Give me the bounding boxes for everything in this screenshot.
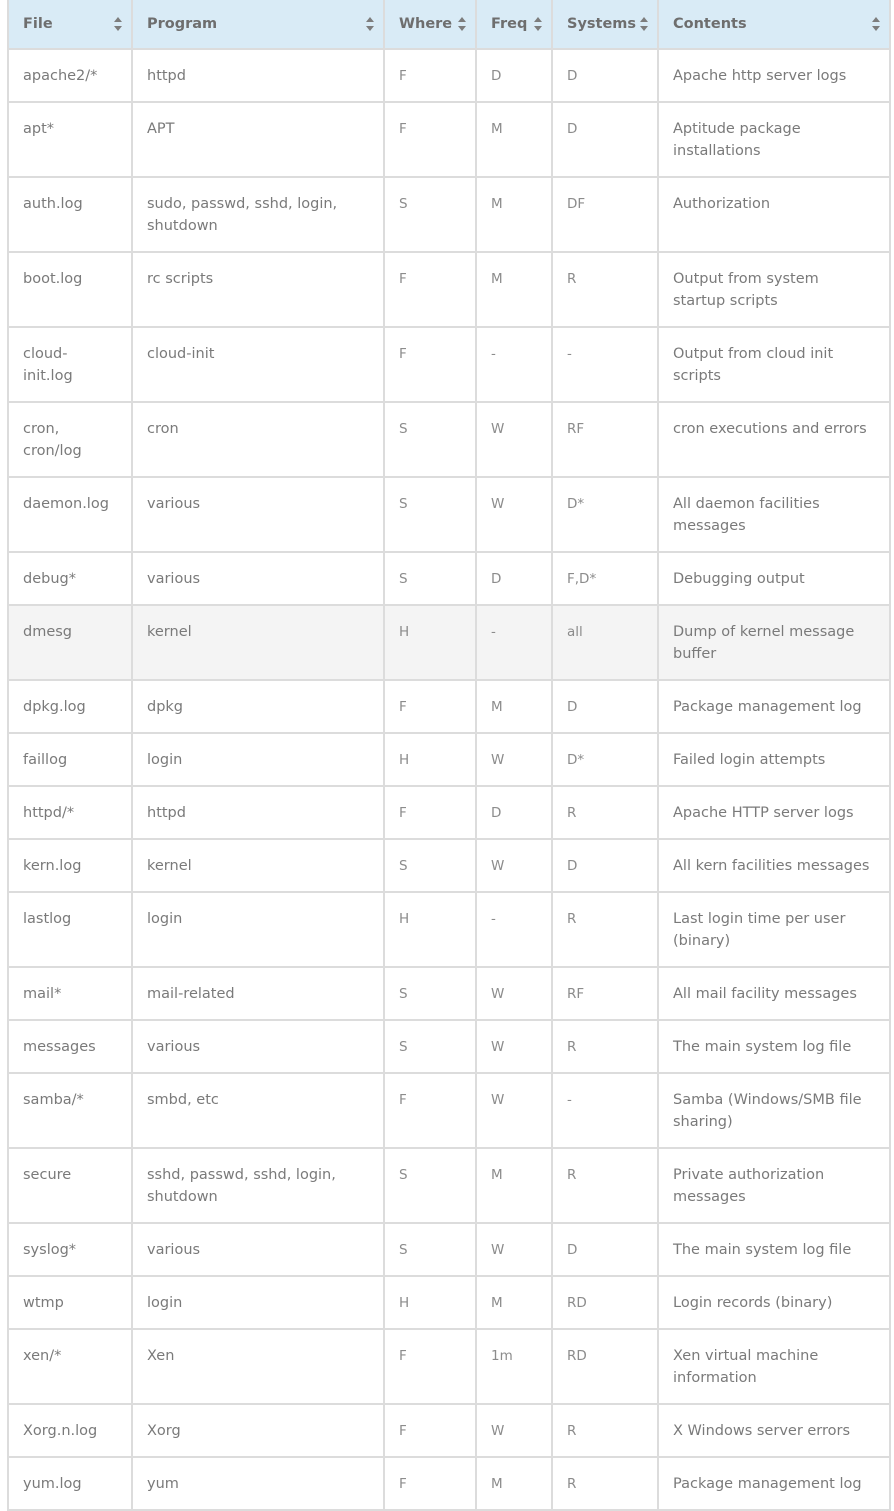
cell-systems: D* bbox=[552, 477, 658, 552]
cell-contents: Aptitude package installations bbox=[658, 102, 890, 177]
cell-where: F bbox=[384, 1457, 476, 1510]
table-row bbox=[8, 1276, 890, 1329]
cell-program: login bbox=[132, 1276, 384, 1329]
column-header-label: Freq bbox=[491, 16, 528, 32]
cell-program: dpkg bbox=[132, 680, 384, 733]
cell-systems: R bbox=[552, 1457, 658, 1510]
cell-contents: Apache http server logs bbox=[658, 49, 890, 102]
cell-program: various bbox=[132, 552, 384, 605]
cell-systems: D* bbox=[552, 733, 658, 786]
sort-icon[interactable] bbox=[872, 17, 881, 31]
cell-contents: The main system log file bbox=[658, 1223, 890, 1276]
cell-contents: Output from system startup scripts bbox=[658, 252, 890, 327]
cell-file: dpkg.log bbox=[8, 680, 132, 733]
cell-freq: - bbox=[476, 892, 552, 967]
cell-program: sshd, passwd, sshd, login, shutdown bbox=[132, 1148, 384, 1223]
cell-program: cron bbox=[132, 402, 384, 477]
cell-file: yum.log bbox=[8, 1457, 132, 1510]
cell-systems: D bbox=[552, 49, 658, 102]
sort-icon[interactable] bbox=[366, 17, 375, 31]
cell-contents: All mail facility messages bbox=[658, 967, 890, 1020]
cell-program: kernel bbox=[132, 605, 384, 680]
cell-freq: W bbox=[476, 1020, 552, 1073]
table-row bbox=[8, 327, 890, 402]
cell-contents: Authorization bbox=[658, 177, 890, 252]
cell-freq: W bbox=[476, 1073, 552, 1148]
cell-freq: M bbox=[476, 252, 552, 327]
cell-contents: All kern facilities messages bbox=[658, 839, 890, 892]
cell-program: login bbox=[132, 892, 384, 967]
cell-where: F bbox=[384, 786, 476, 839]
column-header-contents[interactable] bbox=[658, 0, 890, 49]
cell-where: S bbox=[384, 552, 476, 605]
cell-contents: Login records (binary) bbox=[658, 1276, 890, 1329]
cell-file: messages bbox=[8, 1020, 132, 1073]
cell-contents: Package management log bbox=[658, 1457, 890, 1510]
cell-file: Xorg.n.log bbox=[8, 1404, 132, 1457]
column-header-program[interactable] bbox=[132, 0, 384, 49]
cell-contents: Apache HTTP server logs bbox=[658, 786, 890, 839]
table-row bbox=[8, 1148, 890, 1223]
cell-contents: Debugging output bbox=[658, 552, 890, 605]
cell-systems: all bbox=[552, 605, 658, 680]
cell-where: H bbox=[384, 605, 476, 680]
cell-file: xen/* bbox=[8, 1329, 132, 1404]
cell-file: apt* bbox=[8, 102, 132, 177]
column-header-label: Systems bbox=[567, 16, 637, 32]
cell-program: kernel bbox=[132, 839, 384, 892]
table-row bbox=[8, 892, 890, 967]
cell-freq: W bbox=[476, 967, 552, 1020]
cell-program: various bbox=[132, 1020, 384, 1073]
table-row bbox=[8, 1404, 890, 1457]
cell-program: cloud-init bbox=[132, 327, 384, 402]
cell-where: S bbox=[384, 477, 476, 552]
table-row bbox=[8, 177, 890, 252]
cell-where: H bbox=[384, 892, 476, 967]
cell-program: sudo, passwd, sshd, login, shutdown bbox=[132, 177, 384, 252]
table-row bbox=[8, 252, 890, 327]
cell-file: daemon.log bbox=[8, 477, 132, 552]
cell-where: F bbox=[384, 680, 476, 733]
table-row bbox=[8, 1073, 890, 1148]
cell-program: mail-related bbox=[132, 967, 384, 1020]
cell-file: cloud-init.log bbox=[8, 327, 132, 402]
cell-file: apache2/* bbox=[8, 49, 132, 102]
cell-freq: W bbox=[476, 1223, 552, 1276]
column-header-file[interactable] bbox=[8, 0, 132, 49]
log-files-table bbox=[7, 0, 891, 1511]
cell-where: F bbox=[384, 102, 476, 177]
cell-contents: Dump of kernel message buffer bbox=[658, 605, 890, 680]
cell-freq: W bbox=[476, 477, 552, 552]
cell-program: smbd, etc bbox=[132, 1073, 384, 1148]
cell-contents: The main system log file bbox=[658, 1020, 890, 1073]
cell-freq: - bbox=[476, 605, 552, 680]
cell-program: Xorg bbox=[132, 1404, 384, 1457]
cell-freq: D bbox=[476, 552, 552, 605]
table-row bbox=[8, 1020, 890, 1073]
cell-contents: Output from cloud init scripts bbox=[658, 327, 890, 402]
header-row bbox=[8, 0, 890, 49]
sort-icon[interactable] bbox=[640, 17, 649, 31]
table-row bbox=[8, 1457, 890, 1510]
column-header-label: Contents bbox=[673, 16, 747, 32]
table-row bbox=[8, 1223, 890, 1276]
cell-systems: F,D* bbox=[552, 552, 658, 605]
table-row bbox=[8, 605, 890, 680]
cell-where: H bbox=[384, 1276, 476, 1329]
sort-icon[interactable] bbox=[458, 17, 467, 31]
cell-program: httpd bbox=[132, 786, 384, 839]
cell-file: debug* bbox=[8, 552, 132, 605]
table-row bbox=[8, 552, 890, 605]
cell-systems: R bbox=[552, 786, 658, 839]
cell-systems: RD bbox=[552, 1276, 658, 1329]
cell-systems: RF bbox=[552, 967, 658, 1020]
table-row bbox=[8, 839, 890, 892]
cell-program: rc scripts bbox=[132, 252, 384, 327]
cell-contents: Private authorization messages bbox=[658, 1148, 890, 1223]
cell-freq: M bbox=[476, 1148, 552, 1223]
cell-file: dmesg bbox=[8, 605, 132, 680]
table-body bbox=[8, 49, 890, 1510]
cell-where: S bbox=[384, 967, 476, 1020]
cell-freq: W bbox=[476, 1404, 552, 1457]
column-header-label: File bbox=[23, 16, 53, 32]
cell-freq: D bbox=[476, 49, 552, 102]
cell-program: login bbox=[132, 733, 384, 786]
cell-contents: cron executions and errors bbox=[658, 402, 890, 477]
column-header-freq[interactable] bbox=[476, 0, 552, 49]
column-header-label: Program bbox=[147, 16, 218, 32]
cell-freq: - bbox=[476, 327, 552, 402]
log-files-table-container bbox=[7, 0, 889, 1511]
cell-systems: RD bbox=[552, 1329, 658, 1404]
column-header-systems[interactable] bbox=[552, 0, 658, 49]
cell-systems: R bbox=[552, 1404, 658, 1457]
cell-where: F bbox=[384, 1073, 476, 1148]
cell-systems: D bbox=[552, 680, 658, 733]
cell-systems: - bbox=[552, 1073, 658, 1148]
cell-where: S bbox=[384, 1223, 476, 1276]
cell-file: syslog* bbox=[8, 1223, 132, 1276]
table-row bbox=[8, 102, 890, 177]
cell-systems: R bbox=[552, 252, 658, 327]
cell-where: S bbox=[384, 177, 476, 252]
cell-program: Xen bbox=[132, 1329, 384, 1404]
cell-systems: DF bbox=[552, 177, 658, 252]
cell-freq: M bbox=[476, 680, 552, 733]
cell-where: F bbox=[384, 49, 476, 102]
column-header-label: Where bbox=[399, 16, 453, 32]
cell-systems: D bbox=[552, 102, 658, 177]
cell-where: F bbox=[384, 252, 476, 327]
cell-contents: Package management log bbox=[658, 680, 890, 733]
cell-where: H bbox=[384, 733, 476, 786]
cell-where: F bbox=[384, 327, 476, 402]
table-header bbox=[8, 0, 890, 49]
cell-systems: RF bbox=[552, 402, 658, 477]
cell-freq: D bbox=[476, 786, 552, 839]
cell-program: APT bbox=[132, 102, 384, 177]
cell-file: wtmp bbox=[8, 1276, 132, 1329]
cell-where: S bbox=[384, 839, 476, 892]
cell-freq: M bbox=[476, 177, 552, 252]
cell-file: secure bbox=[8, 1148, 132, 1223]
table-row bbox=[8, 49, 890, 102]
column-header-where[interactable] bbox=[384, 0, 476, 49]
cell-where: S bbox=[384, 1148, 476, 1223]
table-row bbox=[8, 1329, 890, 1404]
cell-freq: M bbox=[476, 1276, 552, 1329]
cell-where: F bbox=[384, 1329, 476, 1404]
cell-file: httpd/* bbox=[8, 786, 132, 839]
cell-contents: Failed login attempts bbox=[658, 733, 890, 786]
cell-freq: M bbox=[476, 102, 552, 177]
cell-file: boot.log bbox=[8, 252, 132, 327]
cell-contents: Last login time per user (binary) bbox=[658, 892, 890, 967]
table-row bbox=[8, 733, 890, 786]
sort-icon[interactable] bbox=[114, 17, 123, 31]
cell-freq: 1m bbox=[476, 1329, 552, 1404]
cell-systems: R bbox=[552, 1148, 658, 1223]
cell-file: cron, cron/log bbox=[8, 402, 132, 477]
cell-file: kern.log bbox=[8, 839, 132, 892]
cell-contents: Xen virtual machine information bbox=[658, 1329, 890, 1404]
cell-systems: - bbox=[552, 327, 658, 402]
table-row bbox=[8, 680, 890, 733]
table-row bbox=[8, 477, 890, 552]
cell-freq: W bbox=[476, 402, 552, 477]
cell-program: yum bbox=[132, 1457, 384, 1510]
cell-where: F bbox=[384, 1404, 476, 1457]
cell-where: S bbox=[384, 1020, 476, 1073]
cell-file: auth.log bbox=[8, 177, 132, 252]
cell-freq: W bbox=[476, 733, 552, 786]
sort-icon[interactable] bbox=[534, 17, 543, 31]
cell-file: lastlog bbox=[8, 892, 132, 967]
cell-program: various bbox=[132, 1223, 384, 1276]
cell-program: httpd bbox=[132, 49, 384, 102]
cell-systems: R bbox=[552, 892, 658, 967]
table-row bbox=[8, 786, 890, 839]
cell-freq: W bbox=[476, 839, 552, 892]
cell-where: S bbox=[384, 402, 476, 477]
cell-file: mail* bbox=[8, 967, 132, 1020]
cell-freq: M bbox=[476, 1457, 552, 1510]
cell-systems: R bbox=[552, 1020, 658, 1073]
cell-program: various bbox=[132, 477, 384, 552]
cell-contents: All daemon facilities messages bbox=[658, 477, 890, 552]
cell-systems: D bbox=[552, 1223, 658, 1276]
table-row bbox=[8, 402, 890, 477]
cell-systems: D bbox=[552, 839, 658, 892]
cell-contents: Samba (Windows/SMB file sharing) bbox=[658, 1073, 890, 1148]
table-row bbox=[8, 967, 890, 1020]
cell-file: samba/* bbox=[8, 1073, 132, 1148]
cell-file: faillog bbox=[8, 733, 132, 786]
cell-contents: X Windows server errors bbox=[658, 1404, 890, 1457]
